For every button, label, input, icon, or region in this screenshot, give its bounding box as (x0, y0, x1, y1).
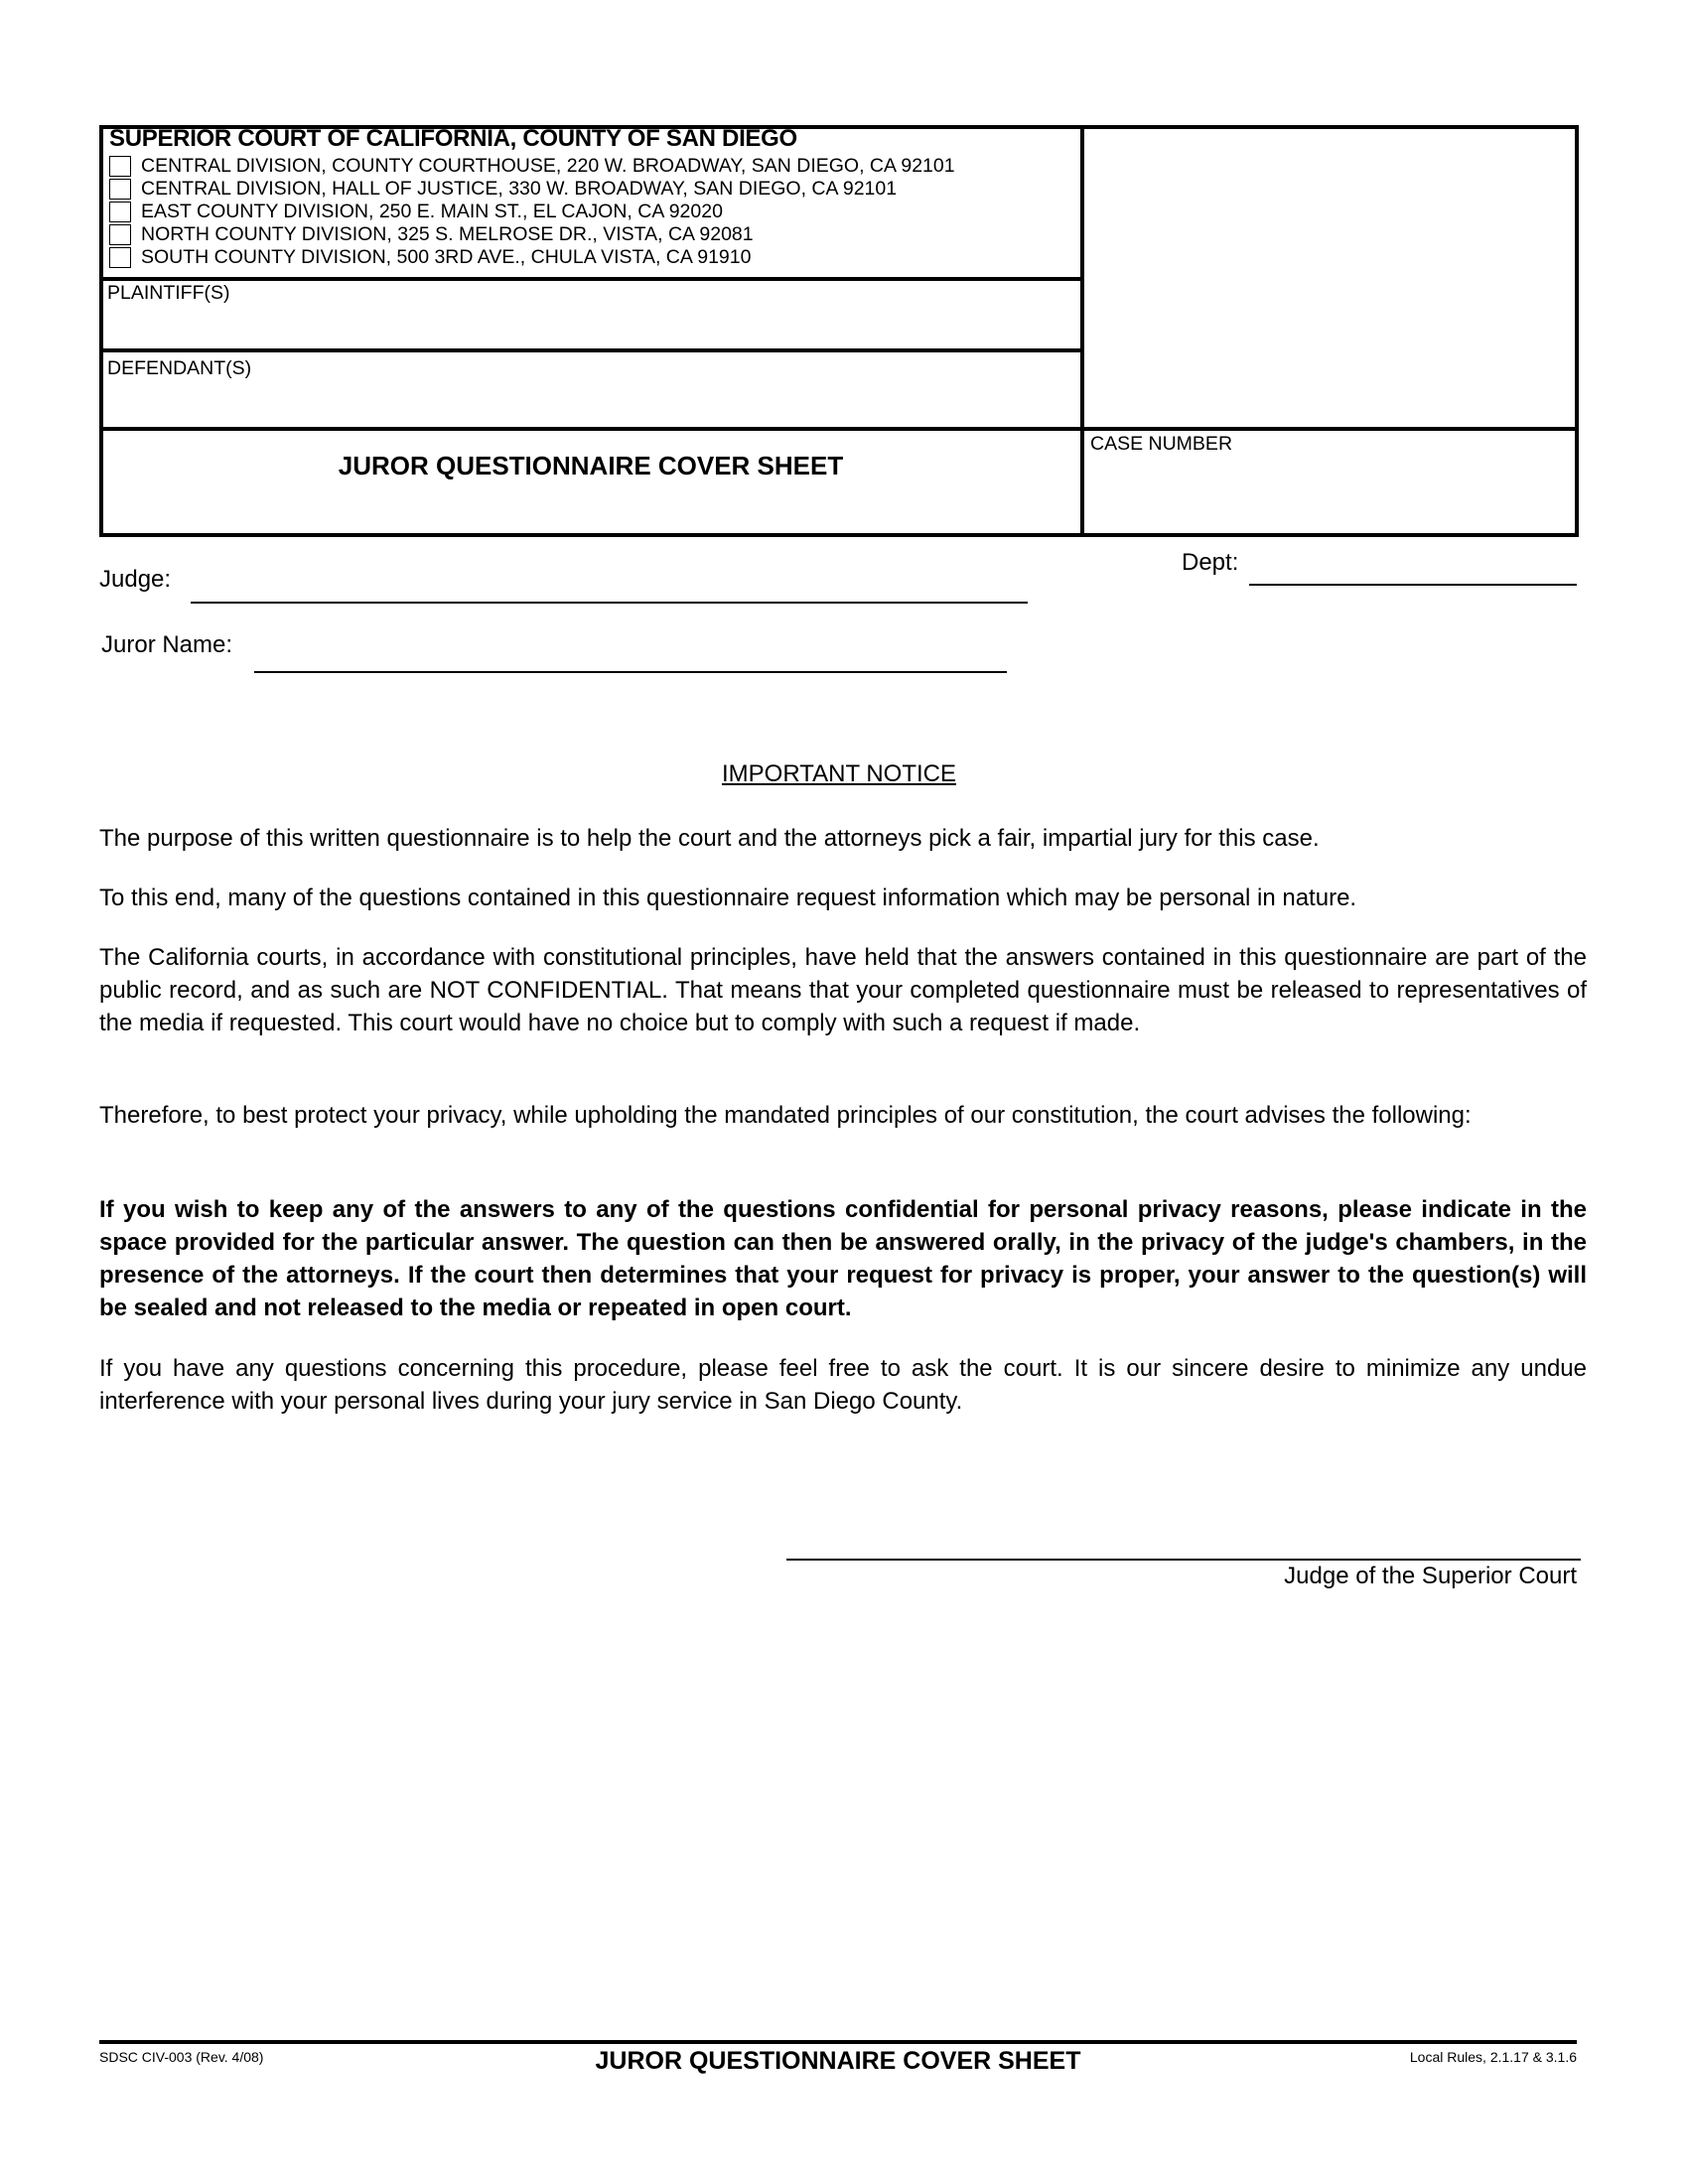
division-option[interactable] (109, 223, 754, 246)
signature-label: Judge of the Superior Court (1284, 1563, 1577, 1589)
division-option[interactable] (109, 178, 897, 201)
dept-field[interactable] (1249, 584, 1577, 586)
division-label: CENTRAL DIVISION, HALL OF JUSTICE, 330 W. BROADWAY, SAN DIEGO, CA 92101 (141, 178, 898, 200)
division-label: SOUTH COUNTY DIVISION, 500 3RD AVE., CHULA VISTA, CA 91910 (141, 246, 752, 268)
notice-paragraph: The purpose of this written questionnaire is to help the court and the attorneys pick a fair, impartial jury for this case. (99, 825, 1320, 852)
division-option[interactable] (109, 246, 751, 269)
checkbox[interactable] (109, 179, 131, 200)
checkbox[interactable] (109, 156, 131, 177)
division-option[interactable] (109, 201, 723, 223)
footer-rule (99, 2040, 1577, 2044)
division-label: NORTH COUNTY DIVISION, 325 S. MELROSE DR., VISTA, CA 92081 (141, 223, 754, 245)
checkbox[interactable] (109, 247, 131, 268)
notice-paragraph: Therefore, to best protect your privacy, while upholding the mandated principles of our constitution, the court advises the following: (99, 1102, 1472, 1129)
judge-field[interactable] (191, 602, 1028, 604)
checkbox[interactable] (109, 224, 131, 245)
confidentiality-paragraph: If you wish to keep any of the answers to any of the questions confidential for personal privacy reasons, please indicate in the space provided for the particular answer. The question can then be answered orally, in the privacy of the judge's chambers, in the presence of the attorneys. If the court then determines that your request for privacy is proper, your answer to the question(s) will be sealed and not released to the media or repeated in open court. (99, 1196, 1587, 1321)
judge-label: Judge: (99, 566, 172, 593)
notice-paragraph: If you have any questions concerning this procedure, please feel free to ask the court. It is our sincere desire to minimize any undue interference with your personal lives during your jury service in San Diego County. (99, 1355, 1587, 1415)
checkbox[interactable] (109, 202, 131, 222)
division-label: EAST COUNTY DIVISION, 250 E. MAIN ST., EL CAJON, CA 92020 (141, 201, 723, 222)
juror-name-label: Juror Name: (101, 631, 233, 658)
case-number-label: CASE NUMBER (1090, 433, 1233, 455)
defendant-label: DEFENDANT(S) (107, 357, 252, 379)
division-option[interactable] (109, 155, 955, 178)
plaintiff-label: PLAINTIFF(S) (107, 282, 230, 304)
divider (99, 277, 1082, 281)
form-id: SDSC CIV-003 (Rev. 4/08) (99, 2049, 264, 2065)
court-name: SUPERIOR COURT OF CALIFORNIA, COUNTY OF SAN DIEGO (109, 125, 797, 152)
local-rules: Local Rules, 2.1.17 & 3.1.6 (1409, 2049, 1577, 2065)
signature-line[interactable] (786, 1559, 1581, 1561)
dept-label: Dept: (1182, 549, 1239, 576)
form-title: JUROR QUESTIONNAIRE COVER SHEET (338, 451, 844, 480)
divider (99, 427, 1579, 431)
notice-paragraph: To this end, many of the questions contained in this questionnaire request information which may be personal in nature. (99, 885, 1357, 911)
juror-name-field[interactable] (254, 671, 1007, 673)
notice-paragraph: The California courts, in accordance with constitutional principles, have held that the answers contained in this questionnaire are part of the public record, and as such are NOT CONFIDENTIAL. That means that your completed questionnaire must be released to representatives of the media if requested. This court would have no choice but to comply with such a request if made. (99, 944, 1587, 1036)
division-label: CENTRAL DIVISION, COUNTY COURTHOUSE, 220 W. BROADWAY, SAN DIEGO, CA 92101 (141, 155, 955, 177)
footer-title: JUROR QUESTIONNAIRE COVER SHEET (595, 2047, 1081, 2075)
notice-heading: IMPORTANT NOTICE (721, 760, 956, 787)
divider (99, 348, 1082, 352)
